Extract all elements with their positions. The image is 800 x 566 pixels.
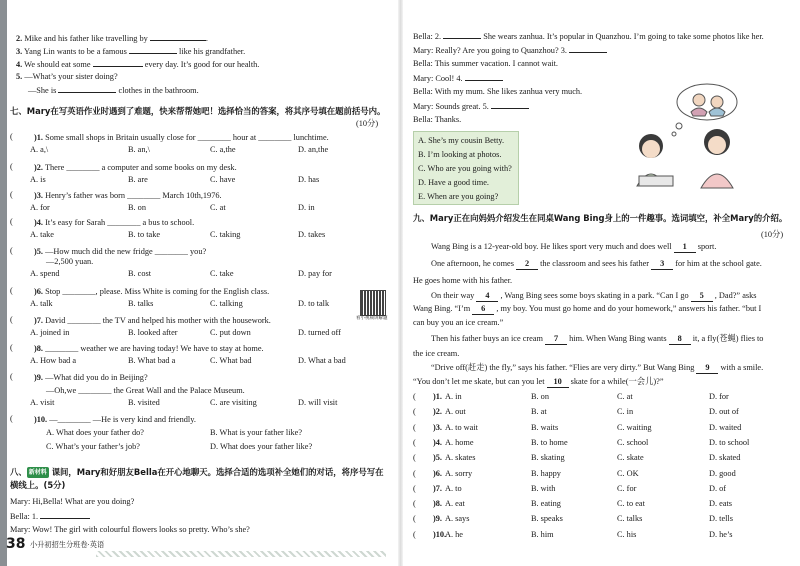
footer-stripe (96, 551, 386, 557)
passage-line-3 (413, 275, 512, 286)
passage-text: the ice cream. (413, 349, 460, 358)
passage-text: skate for a while(一会儿)?” (570, 377, 664, 386)
option-a[interactable]: A. take (30, 230, 54, 239)
question-line2: —Oh,we ________ the Great Wall and the Palace Museum. (46, 386, 245, 395)
option-a: A. She’s my cousin Betty. (418, 136, 505, 145)
choice-number: )7. (433, 483, 442, 493)
choice-number: )8. (433, 499, 442, 509)
question-number: )4. (34, 218, 43, 227)
passage-line-5 (413, 303, 761, 315)
question-number: )2. (34, 163, 43, 172)
passage-text: Wang Bing is a 12-year-old boy. He likes sport very much and does well (431, 242, 672, 251)
question-stem-3 (34, 190, 222, 201)
choice-number: )1. (433, 392, 442, 401)
option-a[interactable]: A. What does your father do? (46, 428, 144, 437)
choice-number: )2. (433, 407, 442, 417)
choice-paren[interactable]: ( (413, 499, 416, 509)
option-b[interactable]: B. cost (128, 269, 152, 278)
question-paren[interactable]: ( (10, 286, 13, 295)
question-stem-4 (34, 217, 194, 228)
option-b[interactable]: B. What bad a (128, 356, 176, 365)
passage-text: for him at the school gate. (675, 259, 762, 268)
question-number: )6. (34, 287, 43, 296)
question-paren[interactable]: ( (10, 414, 13, 423)
passage-text: , Dad?” asks (714, 291, 757, 300)
passage-line-2 (431, 258, 762, 270)
fill-item-3: 3. Yang Lin wants to be a famous like his grandfather. (16, 47, 246, 56)
blank-5[interactable]: 5 (691, 290, 713, 302)
option-d[interactable]: D. turned off (298, 328, 341, 337)
section9-title: 九、Mary正在向妈妈介绍发生在同桌Wang Bing身上的一件趣事。选词填空，补全Mary的介绍。 (413, 213, 788, 223)
choice-option-a[interactable]: A. home (445, 437, 474, 447)
passage-text: , Wang Bing sees some boys skating in a park. “Can I go (500, 291, 689, 300)
choice-option-d[interactable]: D. tells (709, 514, 733, 524)
choice-option-c[interactable]: C. his (617, 529, 637, 539)
choice-option-a[interactable]: A. says (445, 514, 470, 524)
section9-score: (10分) (761, 230, 784, 239)
passage-line-9 (431, 362, 763, 374)
dialog-bella-3: Bella: This summer vacation. I cannot wait. (413, 59, 559, 68)
choice-option-b[interactable]: B. happy (531, 468, 561, 478)
girls-illustration (619, 80, 749, 200)
blank-3[interactable]: 3 (651, 258, 673, 270)
option-a[interactable]: A. talk (30, 299, 53, 308)
passage-text: him. When Wang Bing wants (569, 334, 667, 343)
option-b[interactable]: B. looked after (128, 328, 178, 337)
question-text: —________ —He is very kind and friendly. (49, 415, 196, 424)
left-column (10, 0, 394, 566)
dialog-bella-4: Bella: With my mum. She likes zanhua very much. (413, 87, 583, 96)
option-a[interactable]: A. is (30, 175, 46, 184)
dialog-mary-4: Mary: Cool! 4. (413, 72, 503, 84)
option-c[interactable]: C. have (210, 175, 236, 184)
blank-9[interactable]: 9 (696, 362, 718, 374)
choice-option-c[interactable]: C. school (617, 437, 649, 447)
option-a[interactable]: A. for (30, 203, 50, 212)
question-text: Stop ________, please. Miss White is coming for the English class. (45, 287, 270, 296)
choice-option-c[interactable]: C. at (617, 392, 633, 401)
passage-text: sport. (697, 242, 717, 251)
option-a[interactable]: A. How bad a (30, 356, 77, 365)
choice-option-c[interactable]: C. OK (617, 468, 639, 478)
choice-option-d[interactable]: D. out of (709, 407, 739, 417)
option-a[interactable]: A. spend (30, 269, 60, 278)
choice-option-d[interactable]: D. to school (709, 437, 750, 447)
choice-option-a[interactable]: A. out (445, 407, 466, 417)
option-d[interactable]: D. What does your father like? (210, 442, 313, 451)
choice-option-b[interactable]: B. eating (531, 499, 561, 509)
right-column (409, 0, 795, 566)
passage-text: with a smile. (720, 363, 764, 372)
choice-number: )4. (433, 437, 442, 447)
dialog-bella-2: Bella: 2. She wears zanhua. It’s popular in Quanzhou. I’m going to take some photos like her. (413, 32, 764, 41)
question-number: )8. (34, 344, 43, 353)
choice-option-d[interactable]: D. eats (709, 499, 733, 509)
choice-paren[interactable]: ( (413, 514, 416, 524)
option-c[interactable]: C. taking (210, 230, 241, 239)
choice-option-d[interactable]: D. for (709, 392, 729, 401)
fill-item-2: 2. Mike and his father like travelling by . (16, 34, 208, 43)
blank-8[interactable]: 8 (669, 333, 691, 345)
passage-text: “Drive off(赶走) the fly,” says his father. “Flies are very dirty.” But Wang Bing (431, 363, 695, 372)
option-a[interactable]: A. a,\ (30, 145, 49, 154)
question-paren[interactable]: ( (10, 217, 13, 226)
question-text: —How much did the new fridge ________ you? (45, 247, 207, 256)
choice-option-c[interactable]: C. in (617, 407, 634, 417)
question-text: ________ weather we are having today! We have to stay at home. (45, 344, 264, 353)
question-stem-8 (34, 343, 264, 354)
dialog-mary-5: Mary: Sounds great. 5. (413, 100, 529, 112)
question-number: )1. (34, 133, 43, 142)
question-paren[interactable]: ( (10, 246, 13, 255)
choice-paren[interactable]: ( (413, 407, 416, 417)
qr-code (360, 290, 386, 316)
option-c[interactable]: C. take (210, 269, 234, 278)
option-b[interactable]: B. talks (128, 299, 154, 308)
option-d[interactable]: D. an,the (298, 145, 329, 154)
passage-text: Then his father buys an ice cream (431, 334, 543, 343)
option-e: E. When are you going? (418, 192, 499, 201)
passage-text: , my boy. You must go home and do your homework,” answers his father. “but I (496, 304, 762, 313)
option-d[interactable]: D. pay for (298, 269, 332, 278)
choice-option-b[interactable]: B. to home (531, 437, 568, 447)
section8-title: 八、 新材料 课间，Mary和好朋友Bella在开心地聊天。选择合适的选项补全她们的对话，将序号写在 (10, 467, 384, 477)
dialog-line-mary-1: Mary: Hi,Bella! What are you doing? (10, 497, 135, 506)
choice-paren[interactable]: ( (413, 392, 416, 401)
choice-option-b[interactable]: B. at (531, 407, 547, 417)
question-number: )9. (34, 373, 43, 382)
footer-text: 小升初招生分班卷·英语 (30, 540, 105, 549)
blank-10[interactable]: 10 (547, 376, 569, 388)
question-text: Henry’s father was born ________ March 10th,1976. (45, 191, 222, 200)
choice-number: )5. (433, 453, 442, 463)
choice-option-a[interactable]: A. in (445, 392, 462, 401)
option-b[interactable]: B. an,\ (128, 145, 150, 154)
choice-option-b[interactable]: B. on (531, 392, 549, 401)
dialog-mary-3: Mary: Really? Are you going to Quanzhou? 3. (413, 44, 607, 56)
choice-number: )10. (433, 529, 447, 539)
option-b[interactable]: B. visited (128, 398, 160, 407)
passage-line-1 (431, 241, 716, 253)
passage-text: the classroom and sees his father (540, 259, 650, 268)
passage-line-6 (413, 317, 503, 328)
blank-6[interactable]: 6 (472, 303, 494, 315)
dialog-line-bella-1: Bella: 1. (10, 510, 90, 522)
choice-option-a[interactable]: A. skates (445, 453, 476, 463)
fill-item-5: 5. —What’s your sister doing? (16, 72, 118, 81)
choice-option-a[interactable]: A. sorry (445, 468, 473, 478)
option-d[interactable]: D. in (298, 203, 315, 212)
section7-score: (10分) (356, 119, 379, 128)
choice-option-a[interactable]: A. to (445, 483, 462, 493)
passage-line-4 (431, 290, 756, 302)
option-d: D. Have a good time. (418, 178, 489, 187)
choice-paren[interactable]: ( (413, 483, 416, 493)
choice-option-b[interactable]: B. speaks (531, 514, 563, 524)
choice-option-b[interactable]: B. waits (531, 422, 559, 432)
question-text: David ________ the TV and helped his mother with the housework. (45, 316, 271, 325)
question-text: Some small shops in Britain usually close for ________ hour at ________ lunchtime. (45, 133, 329, 142)
option-c: C. Who are you going with? (418, 164, 512, 173)
option-c[interactable]: C. What bad (210, 356, 252, 365)
choice-option-c[interactable]: C. skate (617, 453, 644, 463)
option-a[interactable]: A. visit (30, 398, 55, 407)
choice-option-d[interactable]: D. waited (709, 422, 742, 432)
question-number: )3. (34, 191, 43, 200)
question-paren[interactable]: ( (10, 343, 13, 352)
choice-option-c[interactable]: C. talks (617, 514, 643, 524)
binding-edge (0, 0, 7, 566)
question-text: —What did you do in Beijing? (45, 373, 148, 382)
choice-paren[interactable]: ( (413, 453, 416, 463)
passage-text: “You don’t let me skate, but can you let (413, 377, 545, 386)
question-line2: —2,500 yuan. (46, 257, 94, 266)
passage-text: On their way (431, 291, 475, 300)
question-paren[interactable]: ( (10, 372, 13, 381)
choice-paren[interactable]: ( (413, 468, 416, 478)
section8-title-cont: 横线上。(5分) (10, 480, 66, 490)
question-stem-9 (34, 372, 148, 383)
question-text: There ________ a computer and some books on my desk. (44, 163, 237, 172)
passage-text: He goes home with his father. (413, 276, 513, 285)
page-number: 38 (6, 536, 26, 552)
question-stem-7 (34, 315, 271, 326)
blank-1[interactable]: 1 (674, 241, 696, 253)
fill-item-4: 4. We should eat some every day. It’s good for our health. (16, 60, 260, 69)
choice-option-c[interactable]: C. for (617, 483, 637, 493)
question-paren[interactable]: ( (10, 162, 13, 171)
question-stem-2 (34, 162, 237, 173)
option-c[interactable]: C. at (210, 203, 226, 212)
option-c[interactable]: C. a,the (210, 145, 236, 154)
option-d[interactable]: D. What a bad (298, 356, 346, 365)
question-stem-10 (34, 414, 196, 425)
question-paren[interactable]: ( (10, 132, 13, 141)
choice-paren[interactable]: ( (413, 437, 416, 447)
fill-item-5-answer: —She is clothes in the bathroom. (28, 86, 199, 95)
choice-number: )3. (433, 422, 442, 432)
option-d[interactable]: D. will visit (298, 398, 338, 407)
question-number: )7. (34, 316, 43, 325)
choice-number: )9. (433, 514, 442, 524)
option-c[interactable]: C. put down (210, 328, 251, 337)
option-d[interactable]: D. to talk (298, 299, 330, 308)
dialog-bella-5: Bella: Thanks. (413, 115, 462, 124)
option-c[interactable]: C. What’s your father’s job? (46, 442, 140, 451)
option-b[interactable]: B. to take (128, 230, 161, 239)
choice-option-d[interactable]: D. good (709, 468, 736, 478)
blank-4[interactable]: 4 (476, 290, 498, 302)
blank-2[interactable]: 2 (516, 258, 538, 270)
choice-paren[interactable]: ( (413, 529, 416, 539)
option-d[interactable]: D. takes (298, 230, 326, 239)
option-b[interactable]: B. What is your father like? (210, 428, 303, 437)
choice-option-a[interactable]: A. eat (445, 499, 465, 509)
option-b[interactable]: B. are (128, 175, 148, 184)
question-stem-1 (34, 132, 329, 143)
choice-option-d[interactable]: D. skated (709, 453, 741, 463)
choice-number: )6. (433, 468, 442, 478)
section7-title: 七、Mary在写英语作业时遇到了难题，快来帮帮她吧！选择恰当的答案，将其序号填在题前括号内。 (10, 106, 386, 116)
question-number: )10. (34, 415, 48, 424)
dialog-line-mary-2: Mary: Wow! The girl with colourful flowers looks so pretty. Who’s she? (10, 525, 250, 534)
question-text: It’s easy for Sarah ________ a bus to school. (45, 218, 195, 227)
question-paren[interactable]: ( (10, 190, 13, 199)
choice-option-c[interactable]: C. waiting (617, 422, 652, 432)
option-b[interactable]: B. on (128, 203, 146, 212)
option-c[interactable]: C. talking (210, 299, 243, 308)
passage-line-7 (431, 333, 763, 345)
choice-option-a[interactable]: A. he (445, 529, 463, 539)
qr-caption: 看小视频讲解题 (356, 316, 388, 321)
passage-text: can buy you an ice cream.” (413, 318, 504, 327)
choice-option-b[interactable]: B. with (531, 483, 556, 493)
passage-line-8 (413, 348, 459, 359)
options-box (413, 131, 519, 205)
question-stem-6 (34, 286, 269, 297)
choice-option-a[interactable]: A. to wait (445, 422, 478, 432)
choice-option-d[interactable]: D. of (709, 483, 727, 493)
question-paren[interactable]: ( (10, 315, 13, 324)
choice-paren[interactable]: ( (413, 422, 416, 432)
passage-line-10 (413, 376, 664, 388)
choice-option-d[interactable]: D. he’s (709, 529, 733, 539)
passage-text: it, a fly(苍蝇) flies to (692, 334, 764, 343)
choice-option-b[interactable]: B. skating (531, 453, 565, 463)
question-number: )5. (34, 247, 43, 256)
choice-option-b[interactable]: B. him (531, 529, 554, 539)
option-c[interactable]: C. are visiting (210, 398, 257, 407)
choice-option-c[interactable]: C. to eat (617, 499, 645, 509)
option-b: B. I’m looking at photos. (418, 150, 502, 159)
passage-text: Wang Bing. “I’m (413, 304, 471, 313)
new-material-badge: 新材料 (28, 469, 47, 476)
page-fold (398, 0, 403, 566)
blank-7[interactable]: 7 (545, 333, 567, 345)
option-d[interactable]: D. has (298, 175, 320, 184)
option-a[interactable]: A. joined in (30, 328, 70, 337)
passage-text: One afternoon, he comes (431, 259, 514, 268)
